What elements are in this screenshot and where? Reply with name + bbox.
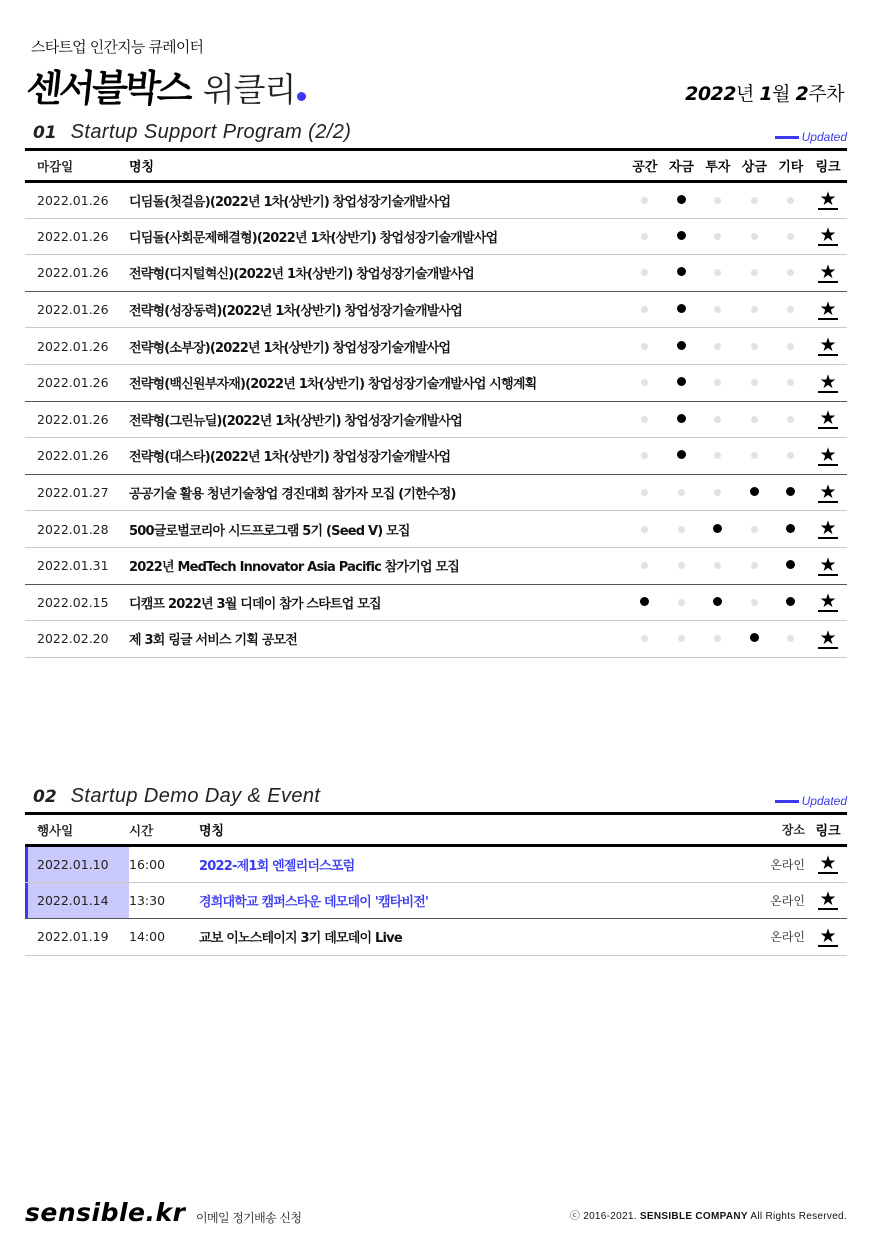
- program-name-cell: 디딤돌(첫걸음)(2022년 1차(상반기) 창업성장기술개발사업: [129, 182, 627, 219]
- col-link: 링크: [809, 150, 847, 182]
- place-cell: 온라인: [749, 882, 809, 919]
- empty-dot-icon: [641, 379, 648, 386]
- filled-dot-icon: [786, 597, 795, 606]
- table-row: [25, 511, 847, 548]
- etc-cell: [773, 584, 810, 621]
- etc-cell: [773, 511, 810, 548]
- empty-dot-icon: [751, 452, 758, 459]
- space-cell: [627, 584, 664, 621]
- col-link: 링크: [809, 814, 847, 846]
- program-name-cell: 전략형(소부장)(2022년 1차(상반기) 창업성장기술개발사업: [129, 328, 627, 365]
- empty-dot-icon: [714, 562, 721, 569]
- etc-cell: [773, 401, 810, 438]
- star-link-icon[interactable]: ★: [819, 260, 837, 283]
- filled-dot-icon: [677, 304, 686, 313]
- fund-cell: [663, 255, 700, 292]
- link-cell[interactable]: [809, 291, 847, 328]
- program-name-cell: 500글로벌코리아 시드프로그램 5기 (Seed V) 모집: [129, 511, 627, 548]
- event-date-cell: 2022.01.10: [25, 846, 129, 883]
- week-unit: 주차: [808, 83, 844, 105]
- updated-bar-icon: [775, 136, 799, 139]
- section2-name: Startup Demo Day & Event: [70, 785, 321, 807]
- star-link-icon[interactable]: ★: [819, 924, 837, 947]
- section2-number: 02: [33, 787, 57, 807]
- empty-dot-icon: [787, 379, 794, 386]
- space-cell: [627, 255, 664, 292]
- link-cell[interactable]: [809, 511, 847, 548]
- col-prize: 상금: [736, 150, 773, 182]
- space-cell: [627, 218, 664, 255]
- brand-bold: 센서블박스: [24, 67, 193, 110]
- star-link-icon[interactable]: ★: [819, 334, 837, 357]
- link-cell[interactable]: [809, 919, 847, 956]
- empty-dot-icon: [751, 306, 758, 313]
- header-subtitle: 스타트업 인간지능 큐레이터: [31, 38, 204, 56]
- star-link-icon[interactable]: ★: [819, 407, 837, 430]
- empty-dot-icon: [641, 452, 648, 459]
- event-name-cell: 2022-제1회 엔젤리더스포럼: [199, 846, 749, 883]
- invest-cell: [700, 255, 737, 292]
- fund-cell: [663, 621, 700, 658]
- empty-dot-icon: [787, 416, 794, 423]
- col-invest: 투자: [700, 150, 737, 182]
- empty-dot-icon: [751, 233, 758, 240]
- space-cell: [627, 364, 664, 401]
- link-cell[interactable]: [809, 401, 847, 438]
- filled-dot-icon: [786, 524, 795, 533]
- deadline-cell: 2022.01.31: [25, 547, 129, 584]
- program-name-cell: 전략형(백신원부자재)(2022년 1차(상반기) 창업성장기술개발사업 시행계획: [129, 364, 627, 401]
- filled-dot-icon: [677, 231, 686, 240]
- empty-dot-icon: [751, 269, 758, 276]
- etc-cell: [773, 182, 810, 219]
- star-link-icon[interactable]: ★: [819, 370, 837, 393]
- fund-cell: [663, 511, 700, 548]
- space-cell: [627, 621, 664, 658]
- deadline-cell: 2022.02.15: [25, 584, 129, 621]
- empty-dot-icon: [787, 452, 794, 459]
- fund-cell: [663, 182, 700, 219]
- program-name-cell: 디딤돌(사회문제해결형)(2022년 1차(상반기) 창업성장기술개발사업: [129, 218, 627, 255]
- col-space: 공간: [627, 150, 664, 182]
- empty-dot-icon: [678, 562, 685, 569]
- filled-dot-icon: [786, 487, 795, 496]
- invest-cell: [700, 621, 737, 658]
- col-fund: 자금: [663, 150, 700, 182]
- prize-cell: [736, 621, 773, 658]
- empty-dot-icon: [751, 343, 758, 350]
- prize-cell: [736, 547, 773, 584]
- empty-dot-icon: [751, 562, 758, 569]
- table-row: [25, 255, 847, 292]
- space-cell: [627, 474, 664, 511]
- link-cell[interactable]: [809, 328, 847, 365]
- table-row: [25, 328, 847, 365]
- fund-cell: [663, 401, 700, 438]
- table-row: [25, 584, 847, 621]
- table-header-row: [25, 814, 847, 846]
- table-row: [25, 438, 847, 475]
- link-cell[interactable]: [809, 364, 847, 401]
- star-link-icon[interactable]: ★: [819, 590, 837, 613]
- event-name-cell: 경희대학교 캠퍼스타운 데모데이 '캠타비전': [199, 882, 749, 919]
- brand-title: [24, 58, 306, 112]
- etc-cell: [773, 291, 810, 328]
- star-link-icon[interactable]: ★: [819, 888, 837, 911]
- empty-dot-icon: [787, 306, 794, 313]
- empty-dot-icon: [678, 635, 685, 642]
- col-name: 명칭: [199, 814, 749, 846]
- table-row: [25, 291, 847, 328]
- empty-dot-icon: [787, 635, 794, 642]
- program-name-cell: 디캠프 2022년 3월 디데이 참가 스타트업 모집: [129, 584, 627, 621]
- invest-cell: [700, 291, 737, 328]
- table-row: [25, 218, 847, 255]
- prize-cell: [736, 291, 773, 328]
- empty-dot-icon: [641, 233, 648, 240]
- star-link-icon[interactable]: ★: [819, 297, 837, 320]
- empty-dot-icon: [714, 343, 721, 350]
- table-row: [25, 182, 847, 219]
- empty-dot-icon: [714, 306, 721, 313]
- empty-dot-icon: [787, 197, 794, 204]
- empty-dot-icon: [714, 379, 721, 386]
- link-cell[interactable]: [809, 474, 847, 511]
- filled-dot-icon: [677, 195, 686, 204]
- prize-cell: [736, 182, 773, 219]
- deadline-cell: 2022.01.28: [25, 511, 129, 548]
- table-row: [25, 364, 847, 401]
- empty-dot-icon: [641, 526, 648, 533]
- section1-updated-legend: [775, 130, 847, 144]
- fund-cell: [663, 438, 700, 475]
- etc-cell: [773, 255, 810, 292]
- deadline-cell: 2022.01.26: [25, 218, 129, 255]
- etc-cell: [773, 364, 810, 401]
- empty-dot-icon: [787, 343, 794, 350]
- invest-cell: [700, 511, 737, 548]
- deadline-cell: 2022.01.26: [25, 182, 129, 219]
- empty-dot-icon: [678, 526, 685, 533]
- section1-number: 01: [33, 123, 57, 143]
- updated-bar-icon: [775, 800, 799, 803]
- table-row: [25, 846, 847, 883]
- star-link-icon[interactable]: ★: [819, 188, 837, 211]
- filled-dot-icon: [677, 341, 686, 350]
- etc-cell: [773, 547, 810, 584]
- support-program-table: [25, 148, 847, 658]
- filled-dot-icon: [677, 414, 686, 423]
- deadline-cell: 2022.01.26: [25, 438, 129, 475]
- star-link-icon[interactable]: ★: [819, 480, 837, 503]
- filled-dot-icon: [677, 377, 686, 386]
- filled-dot-icon: [713, 524, 722, 533]
- prize-cell: [736, 584, 773, 621]
- empty-dot-icon: [641, 343, 648, 350]
- copyright: [570, 1207, 847, 1222]
- empty-dot-icon: [751, 416, 758, 423]
- col-place: 장소: [749, 814, 809, 846]
- etc-cell: [773, 328, 810, 365]
- link-cell[interactable]: [809, 218, 847, 255]
- etc-cell: [773, 474, 810, 511]
- deadline-cell: 2022.01.26: [25, 255, 129, 292]
- empty-dot-icon: [714, 233, 721, 240]
- prize-cell: [736, 474, 773, 511]
- empty-dot-icon: [714, 269, 721, 276]
- star-link-icon[interactable]: ★: [819, 852, 837, 875]
- star-link-icon[interactable]: ★: [819, 224, 837, 247]
- filled-dot-icon: [677, 450, 686, 459]
- empty-dot-icon: [714, 635, 721, 642]
- place-cell: 온라인: [749, 919, 809, 956]
- empty-dot-icon: [751, 599, 758, 606]
- company-name: SENSIBLE COMPANY: [639, 1211, 748, 1222]
- filled-dot-icon: [713, 597, 722, 606]
- table-header-row: [25, 150, 847, 182]
- updated-label: Updated: [801, 794, 847, 808]
- section2-updated-legend: [775, 794, 847, 808]
- program-name-cell: 2022년 MedTech Innovator Asia Pacific 참가기업 모집: [129, 547, 627, 584]
- fund-cell: [663, 328, 700, 365]
- invest-cell: [700, 182, 737, 219]
- col-etc: 기타: [773, 150, 810, 182]
- space-cell: [627, 328, 664, 365]
- copyright-years: ⓒ 2016-2021.: [569, 1211, 637, 1222]
- empty-dot-icon: [751, 379, 758, 386]
- empty-dot-icon: [714, 197, 721, 204]
- event-date-cell: 2022.01.14: [25, 882, 129, 919]
- place-cell: 온라인: [749, 846, 809, 883]
- etc-cell: [773, 218, 810, 255]
- star-link-icon[interactable]: ★: [819, 553, 837, 576]
- empty-dot-icon: [641, 489, 648, 496]
- prize-cell: [736, 438, 773, 475]
- prize-cell: [736, 255, 773, 292]
- empty-dot-icon: [641, 562, 648, 569]
- empty-dot-icon: [641, 197, 648, 204]
- star-link-icon[interactable]: ★: [819, 443, 837, 466]
- empty-dot-icon: [714, 452, 721, 459]
- empty-dot-icon: [678, 599, 685, 606]
- time-cell: 16:00: [129, 846, 199, 883]
- event-name-cell: 교보 이노스테이지 3기 데모데이 Live: [199, 919, 749, 956]
- rights-text: All Rights Reserved.: [750, 1211, 847, 1222]
- space-cell: [627, 511, 664, 548]
- empty-dot-icon: [787, 269, 794, 276]
- fund-cell: [663, 218, 700, 255]
- link-cell[interactable]: [809, 547, 847, 584]
- program-name-cell: 전략형(성장동력)(2022년 1차(상반기) 창업성장기술개발사업: [129, 291, 627, 328]
- deadline-cell: 2022.01.26: [25, 328, 129, 365]
- col-event-date: 행사일: [25, 814, 129, 846]
- link-cell[interactable]: [809, 846, 847, 883]
- filled-dot-icon: [677, 267, 686, 276]
- table-row: [25, 919, 847, 956]
- empty-dot-icon: [678, 489, 685, 496]
- table-row: [25, 547, 847, 584]
- program-name-cell: 전략형(대스타)(2022년 1차(상반기) 창업성장기술개발사업: [129, 438, 627, 475]
- week-month-unit: 월: [772, 83, 790, 105]
- col-time: 시간: [129, 814, 199, 846]
- program-name-cell: 전략형(그린뉴딜)(2022년 1차(상반기) 창업성장기술개발사업: [129, 401, 627, 438]
- empty-dot-icon: [714, 489, 721, 496]
- time-cell: 13:30: [129, 882, 199, 919]
- link-cell[interactable]: [809, 438, 847, 475]
- program-name-cell: 제 3회 링글 서비스 기획 공모전: [129, 621, 627, 658]
- invest-cell: [700, 438, 737, 475]
- footer-logo[interactable]: sensible.kr: [25, 1198, 186, 1227]
- week-month: 1: [759, 83, 773, 105]
- filled-dot-icon: [750, 487, 759, 496]
- invest-cell: [700, 328, 737, 365]
- empty-dot-icon: [751, 526, 758, 533]
- fund-cell: [663, 474, 700, 511]
- event-date-cell: 2022.01.19: [25, 919, 129, 956]
- deadline-cell: 2022.01.26: [25, 364, 129, 401]
- deadline-cell: 2022.01.26: [25, 401, 129, 438]
- table-row: [25, 474, 847, 511]
- prize-cell: [736, 511, 773, 548]
- updated-label: Updated: [801, 130, 847, 144]
- week-label: [685, 79, 844, 106]
- star-link-icon[interactable]: ★: [819, 626, 837, 649]
- col-deadline: 마감일: [25, 150, 129, 182]
- star-link-icon[interactable]: ★: [819, 517, 837, 540]
- invest-cell: [700, 547, 737, 584]
- fund-cell: [663, 364, 700, 401]
- fund-cell: [663, 584, 700, 621]
- brand-light: 위클리: [202, 70, 296, 109]
- empty-dot-icon: [751, 197, 758, 204]
- prize-cell: [736, 328, 773, 365]
- week-year: 2022: [685, 83, 736, 105]
- prize-cell: [736, 401, 773, 438]
- link-cell[interactable]: [809, 882, 847, 919]
- subscribe-link[interactable]: 이메일 정기배송 신청: [196, 1211, 302, 1225]
- week-number: 2: [795, 83, 809, 105]
- prize-cell: [736, 218, 773, 255]
- empty-dot-icon: [714, 416, 721, 423]
- invest-cell: [700, 218, 737, 255]
- invest-cell: [700, 584, 737, 621]
- filled-dot-icon: [786, 560, 795, 569]
- table-row: [25, 621, 847, 658]
- invest-cell: [700, 474, 737, 511]
- prize-cell: [736, 364, 773, 401]
- week-year-unit: 년: [736, 83, 754, 105]
- filled-dot-icon: [750, 633, 759, 642]
- etc-cell: [773, 621, 810, 658]
- link-cell[interactable]: [809, 255, 847, 292]
- fund-cell: [663, 291, 700, 328]
- section1-name: Startup Support Program (2/2): [70, 121, 352, 143]
- deadline-cell: 2022.02.20: [25, 621, 129, 658]
- etc-cell: [773, 438, 810, 475]
- empty-dot-icon: [641, 306, 648, 313]
- time-cell: 14:00: [129, 919, 199, 956]
- program-name-cell: 공공기술 활용 청년기술창업 경진대회 참가자 모집 (기한수정): [129, 474, 627, 511]
- link-cell[interactable]: [809, 621, 847, 658]
- link-cell[interactable]: [809, 182, 847, 219]
- section1-title: [33, 121, 351, 144]
- empty-dot-icon: [787, 233, 794, 240]
- col-name: 명칭: [129, 150, 627, 182]
- demo-day-table: [25, 812, 847, 956]
- fund-cell: [663, 547, 700, 584]
- space-cell: [627, 182, 664, 219]
- empty-dot-icon: [641, 635, 648, 642]
- space-cell: [627, 291, 664, 328]
- table-row: [25, 882, 847, 919]
- program-name-cell: 전략형(디지털혁신)(2022년 1차(상반기) 창업성장기술개발사업: [129, 255, 627, 292]
- empty-dot-icon: [641, 269, 648, 276]
- space-cell: [627, 547, 664, 584]
- brand-dot-icon: [297, 92, 306, 101]
- space-cell: [627, 401, 664, 438]
- invest-cell: [700, 401, 737, 438]
- section2-title: [33, 785, 320, 808]
- empty-dot-icon: [641, 416, 648, 423]
- filled-dot-icon: [640, 597, 649, 606]
- link-cell[interactable]: [809, 584, 847, 621]
- invest-cell: [700, 364, 737, 401]
- deadline-cell: 2022.01.27: [25, 474, 129, 511]
- deadline-cell: 2022.01.26: [25, 291, 129, 328]
- table-row: [25, 401, 847, 438]
- space-cell: [627, 438, 664, 475]
